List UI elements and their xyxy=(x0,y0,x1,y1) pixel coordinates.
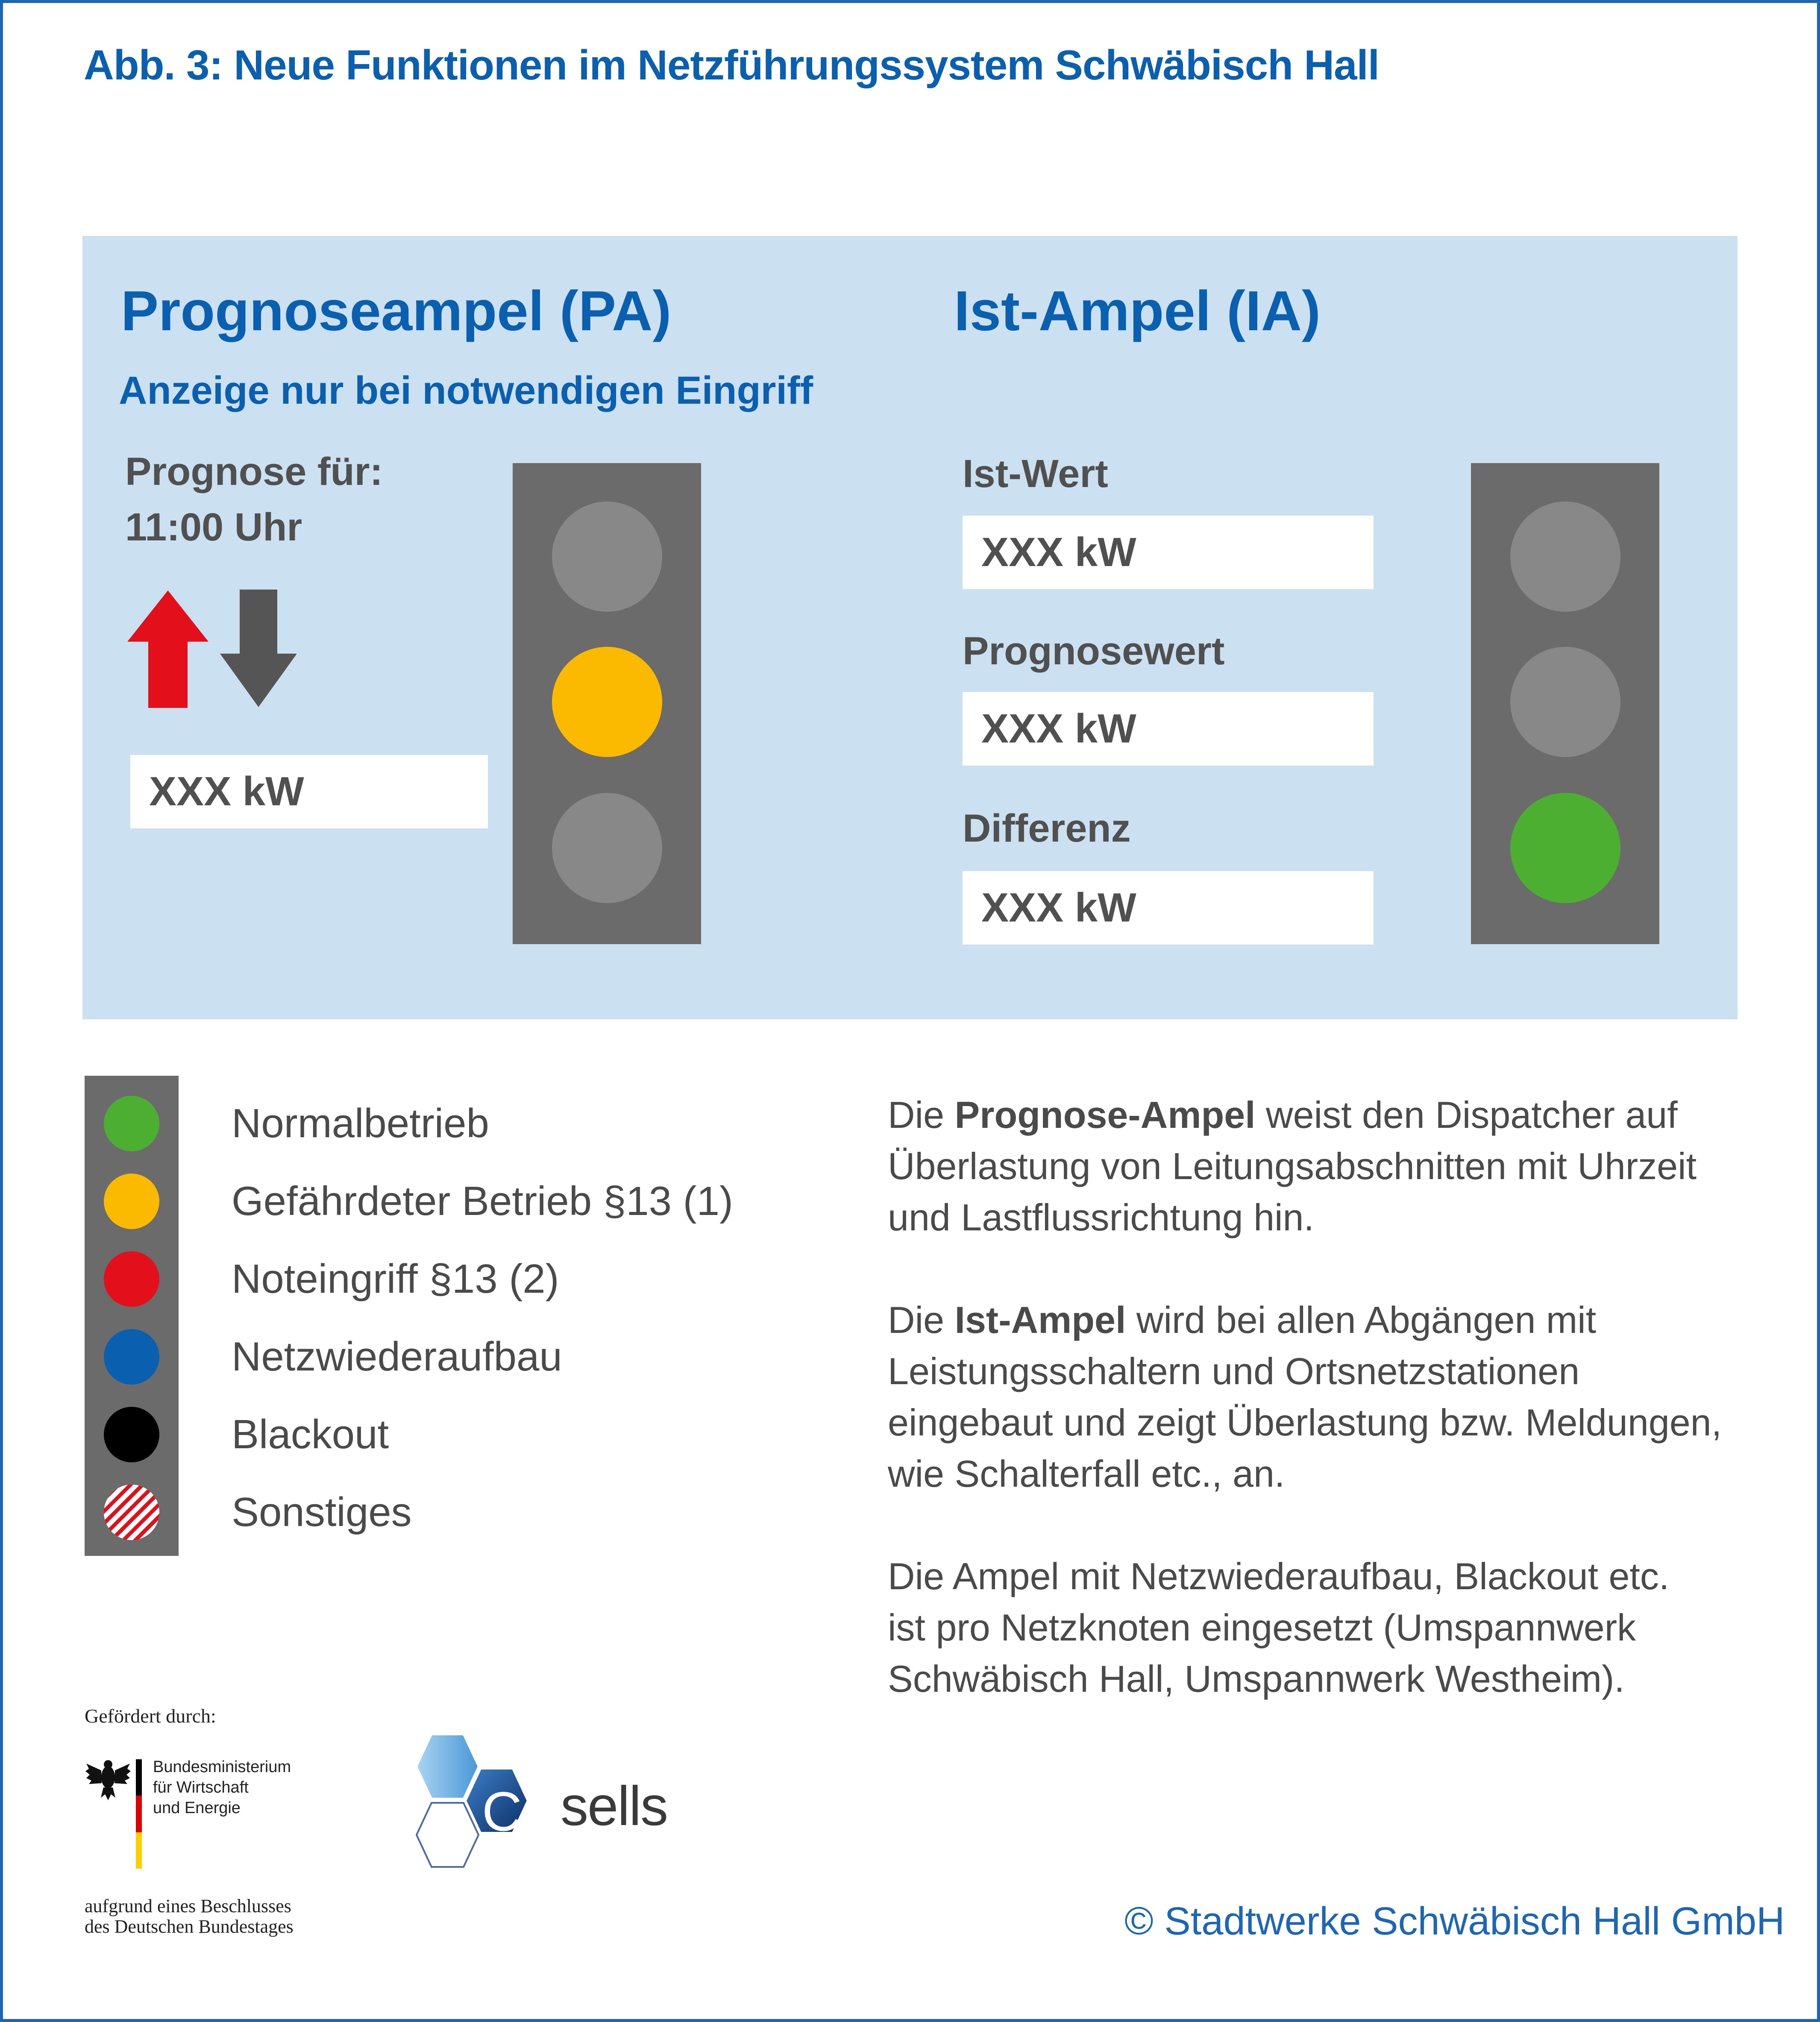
legend-label-other: Sonstiges xyxy=(232,1489,412,1535)
ministry-name: Bundesministerium für Wirtschaft und Energie xyxy=(153,1758,291,1817)
legend-label-restoration: Netzwiederaufbau xyxy=(232,1334,562,1379)
prognosewert-field: XXX kW xyxy=(963,692,1374,766)
load-flow-up-arrow-icon xyxy=(127,590,208,708)
ist-lamp-top xyxy=(1510,502,1620,612)
ist-wert-label: Ist-Wert xyxy=(963,452,1108,496)
differenz-label: Differenz xyxy=(963,807,1131,850)
legend-label-blackout: Blackout xyxy=(232,1412,389,1457)
ist-traffic-light xyxy=(1471,463,1659,944)
csells-wordmark: sells xyxy=(561,1775,668,1837)
description-paragraph-3: Die Ampel mit Netzwiederaufbau, Blackout etc. ist pro Netzknoten eingesetzt (Umspannwerk Schwäbisch Hall, Umspannwerk Westheim). xyxy=(888,1555,1670,1700)
legend-label-normal: Normalbetrieb xyxy=(232,1101,489,1146)
forecast-label: Prognose für: xyxy=(125,450,383,493)
description-paragraph-1: Die Prognose-Ampel weist den Dispatcher auf Überlastung von Leitungsabschnitten mit Uhrzeit und Lastflussrichtung hin. xyxy=(888,1094,1697,1238)
legend-lamp-green xyxy=(104,1096,159,1151)
legend-label-emergency: Noteingriff §13 (2) xyxy=(232,1256,559,1302)
page-title: Abb. 3: Neue Funktionen im Netzführungssystem Schwäbisch Hall xyxy=(84,41,1379,88)
load-flow-down-arrow-icon xyxy=(220,590,297,707)
traffic-light-panel xyxy=(82,236,1738,1019)
prognosewert-label: Prognosewert xyxy=(963,629,1225,673)
federal-eagle-icon xyxy=(85,1756,132,1803)
legend-lamp-red xyxy=(104,1251,159,1307)
bundestag-resolution: aufgrund eines Beschlusses des Deutschen Bundestages xyxy=(85,1896,294,1937)
prognose-value-field: XXX kW xyxy=(130,755,488,828)
funded-by-label: Gefördert durch: xyxy=(85,1705,216,1727)
legend-light-bar xyxy=(85,1076,179,1556)
legend-lamp-black xyxy=(104,1407,159,1462)
prognose-traffic-light xyxy=(513,463,701,944)
prognose-ampel-heading: Prognoseampel (PA) xyxy=(121,279,672,342)
legend-lamp-blue xyxy=(104,1329,159,1385)
csells-c-letter: C xyxy=(482,1780,522,1843)
differenz-field: XXX kW xyxy=(963,871,1374,945)
legend-lamp-hatched xyxy=(104,1485,159,1540)
prognose-lamp-top xyxy=(552,502,662,612)
legend-lamp-yellow xyxy=(104,1174,159,1229)
copyright-notice: © Stadtwerke Schwäbisch Hall GmbH xyxy=(1124,1899,1785,1943)
prognose-lamp-bottom xyxy=(552,793,662,903)
ist-lamp-bottom-green xyxy=(1510,793,1620,903)
ist-wert-field: XXX kW xyxy=(963,516,1374,589)
legend-label-endangered: Gefährdeter Betrieb §13 (1) xyxy=(232,1178,733,1224)
prognose-lamp-middle-yellow xyxy=(552,647,662,757)
forecast-time: 11:00 Uhr xyxy=(125,505,302,549)
german-flag-bar xyxy=(136,1759,142,1869)
prognose-ampel-subheading: Anzeige nur bei notwendigen Eingriff xyxy=(119,369,813,412)
description-paragraph-2: Die Ist-Ampel wird bei allen Abgängen mit Leistungsschaltern und Ortsnetzstationen eingebaut und zeigt Überlastung bzw. Meldungen, wie Schalterfall etc., an. xyxy=(888,1299,1722,1495)
ist-ampel-heading: Ist-Ampel (IA) xyxy=(954,279,1321,342)
ist-lamp-middle xyxy=(1510,647,1620,757)
